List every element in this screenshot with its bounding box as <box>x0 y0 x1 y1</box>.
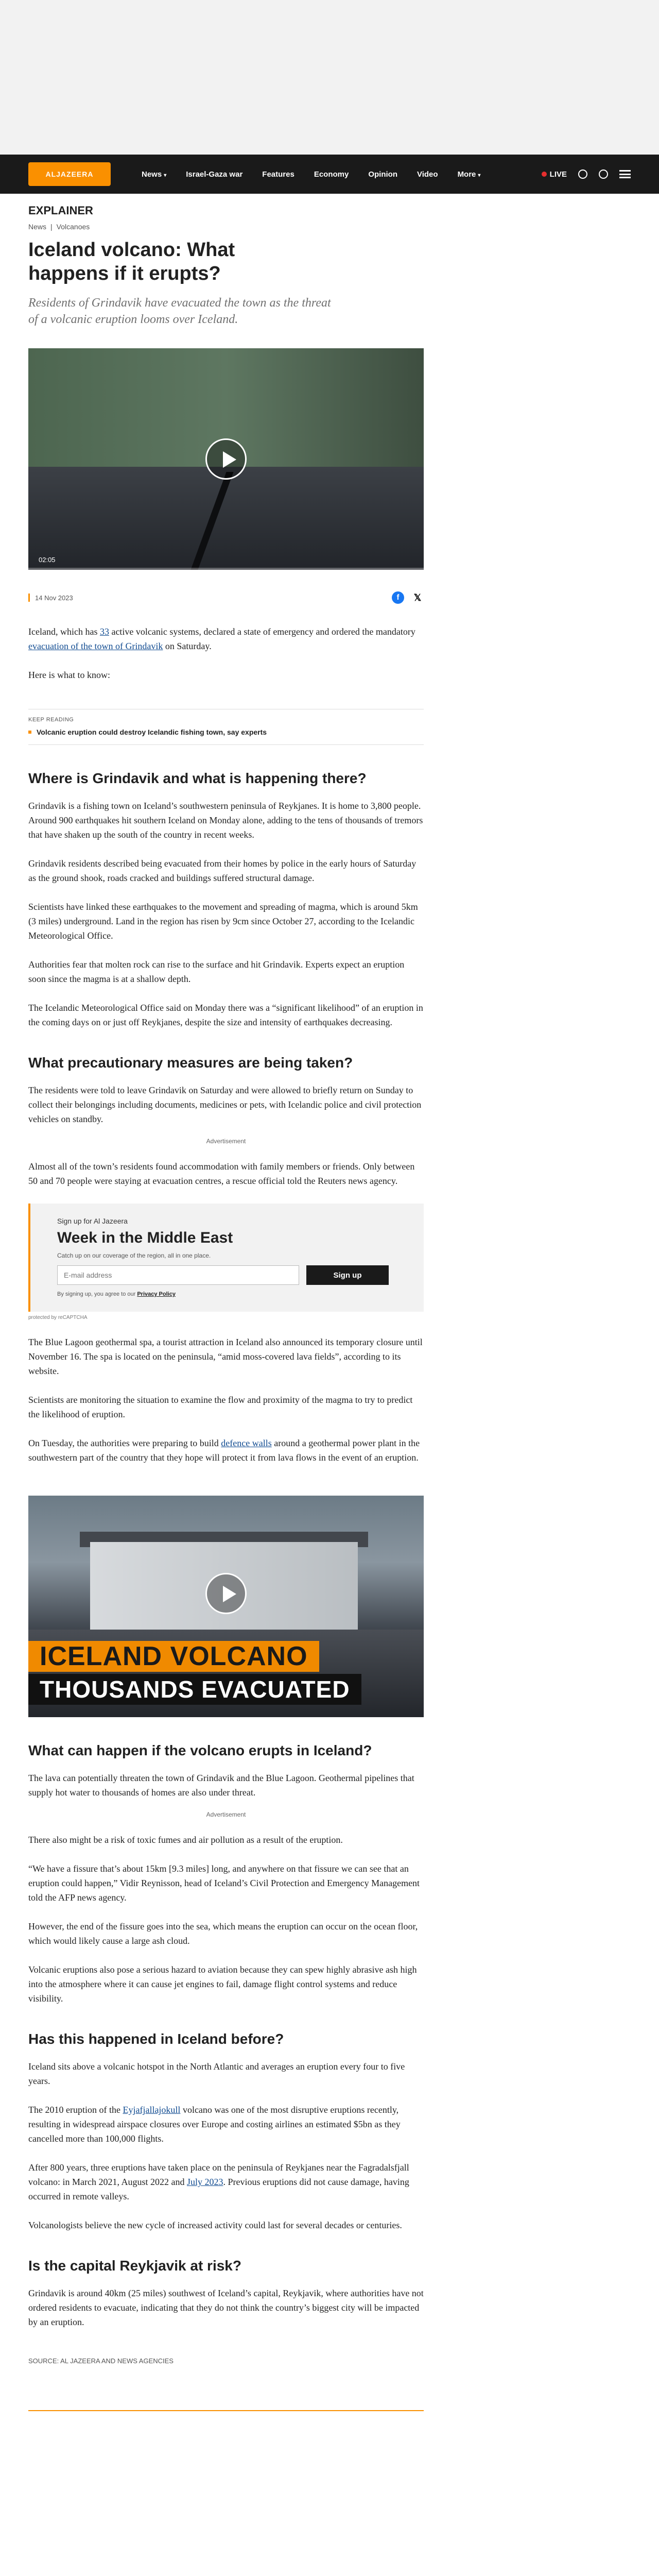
nav-video[interactable]: Video <box>417 170 438 179</box>
keep-reading <box>28 709 424 745</box>
sign-up-button[interactable]: Sign up <box>306 1265 389 1285</box>
privacy-note: By signing up, you agree to our Privacy Policy <box>57 1291 176 1297</box>
chevron-down-icon: ▾ <box>478 172 481 178</box>
advertisement-label: Advertisement <box>206 1811 246 1818</box>
paragraph: Scientists are monitoring the situation to examine the flow and proximity of the magma to try to predict the likelihood of eruption. <box>28 1395 413 1419</box>
intro-paragraph: Iceland, which has 33 active volcanic systems, declared a state of emergency and ordered the mandatory evacuation of the town of Grindavik on Saturday. <box>28 626 415 651</box>
article-body <box>28 624 424 2411</box>
paragraph: Iceland sits above a volcanic hotspot in the North Atlantic and averages an eruption every four to five years. <box>28 2061 405 2086</box>
video-banner-subtitle: THOUSANDS EVACUATED <box>28 1674 361 1705</box>
link-eyjafjallajokull[interactable]: Eyjafjallajokull <box>123 2105 181 2115</box>
video-banner-title: ICELAND VOLCANO <box>28 1641 319 1672</box>
chevron-down-icon: ▾ <box>164 172 167 178</box>
newsletter-description: Catch up on our coverage of the region, all in one place. <box>57 1252 211 1259</box>
aljazeera-logo[interactable]: ALJAZEERA <box>28 162 111 186</box>
nav-economy[interactable]: Economy <box>314 170 349 179</box>
video-duration: 02:05 <box>39 556 56 564</box>
paragraph: Grindavik is around 40km (25 miles) southwest of Iceland’s capital, Reykjavik, where authorities have not ordered residents to evacuate, indicating that they do not think the country’s biggest city will be impacted by an eruption. <box>28 2288 424 2327</box>
heading-where: Where is Grindavik and what is happening there? <box>28 770 367 786</box>
paragraph: Scientists have linked these earthquakes to the movement and spreading of magma, which is around 5km (3 miles) underground. Land in the region has risen by 9cm since October 27, according to the Icelandic Meteorological Office. <box>28 902 418 941</box>
x-twitter-icon[interactable]: 𝕏 <box>413 592 422 603</box>
nav-features[interactable]: Features <box>262 170 294 179</box>
facebook-icon[interactable]: f <box>392 591 404 604</box>
user-icon[interactable] <box>578 170 587 179</box>
nav-israel-gaza[interactable]: Israel-Gaza war <box>186 170 243 179</box>
article-eyebrow: EXPLAINER <box>28 204 93 217</box>
paragraph: The lava can potentially threaten the town of Grindavik and the Blue Lagoon. Geothermal pipelines that supply hot water to thousands of homes are also under threat. <box>28 1773 414 1798</box>
paragraph: Authorities fear that molten rock can rise to the surface and hit Grindavik. Experts expect an eruption soon since the magma is at a shallow depth. <box>28 959 405 984</box>
keep-reading-link[interactable]: Volcanic eruption could destroy Icelandic fishing town, say experts <box>28 728 424 736</box>
link-33-systems[interactable]: 33 <box>99 626 109 637</box>
standfirst: Residents of Grindavik have evacuated the town as the threat of a volcanic eruption looms over Iceland. <box>28 296 331 326</box>
breadcrumb-separator: | <box>50 223 53 231</box>
paragraph: The 2010 eruption of the Eyjafjallajokull volcano was one of the most disruptive eruptions recently, resulting in widespread airspace closures over Europe and costing airlines an estimated $5bn as they cancelled more than 100,000 flights. <box>28 2105 401 2144</box>
live-dot-icon <box>542 172 547 177</box>
newsletter-form <box>57 1265 407 1285</box>
breadcrumb-news[interactable]: News <box>28 223 47 231</box>
play-icon[interactable] <box>205 438 247 480</box>
article <box>28 194 424 2411</box>
breadcrumb <box>28 223 424 231</box>
email-field[interactable] <box>57 1265 299 1285</box>
nav-more[interactable]: More ▾ <box>457 170 481 179</box>
paragraph: However, the end of the fissure goes into the sea, which means the eruption can occur on the ocean floor, which would likely cause a large ash cloud. <box>28 1921 418 1946</box>
top-ad-space <box>0 0 659 155</box>
paragraph: There also might be a risk of toxic fumes and air pollution as a result of the eruption. <box>28 1835 343 1845</box>
paragraph: After 800 years, three eruptions have taken place on the peninsula of Reykjanes near the Fagradalsfjall volcano: in March 2021, August 2022 and July 2023. Previous eruptions did not cause damage, having occurred in remote valleys. <box>28 2162 409 2201</box>
recaptcha-note: protected by reCAPTCHA <box>28 1315 88 1320</box>
link-july-2023[interactable]: July 2023 <box>186 2177 223 2187</box>
bullet-icon <box>28 731 31 734</box>
main-navigation <box>0 155 659 194</box>
search-icon[interactable] <box>599 170 608 179</box>
newsletter-signup <box>28 1204 424 1312</box>
published-date: 14 Nov 2023 <box>35 594 73 602</box>
link-defence-walls[interactable]: defence walls <box>221 1438 272 1448</box>
know-paragraph: Here is what to know: <box>28 670 110 680</box>
heading-before: Has this happened in Iceland before? <box>28 2031 284 2047</box>
date-accent <box>28 594 30 602</box>
heading-capital: Is the capital Reykjavik at risk? <box>28 2258 241 2274</box>
article-meta <box>28 591 424 604</box>
paragraph: Grindavik is a fishing town on Iceland’s southwestern peninsula of Reykjanes. It is home to 3,800 people. Around 900 earthquakes hit southern Iceland on Monday alone, adding to the tens of thousands of tremors that have shaken up the south of the country in recent weeks. <box>28 801 423 840</box>
menu-icon[interactable] <box>619 170 631 178</box>
newsletter-title: Week in the Middle East <box>57 1229 233 1246</box>
live-button[interactable]: LIVE <box>542 170 567 179</box>
paragraph: Volcanologists believe the new cycle of increased activity could last for several decades or centuries. <box>28 2220 402 2230</box>
paragraph: Almost all of the town’s residents found accommodation with family members or friends. Only between 50 and 70 people were staying at evacuation centres, a rescue official told the Reuters news agency. <box>28 1161 415 1186</box>
heading-measures: What precautionary measures are being taken? <box>28 1055 353 1071</box>
share-buttons <box>392 591 424 604</box>
source-divider <box>28 2410 424 2411</box>
advertisement-label: Advertisement <box>206 1138 246 1145</box>
breadcrumb-volcanoes[interactable]: Volcanoes <box>56 223 90 231</box>
embedded-video[interactable] <box>28 1496 424 1717</box>
newsletter-kicker: Sign up for Al Jazeera <box>57 1217 128 1225</box>
paragraph: The Icelandic Meteorological Office said on Monday there was a “significant likelihood” of an eruption in the coming days on or just off Reykjanes, despite the size and intensity of earthquakes decreasing. <box>28 1003 423 1027</box>
play-icon[interactable] <box>205 1573 247 1614</box>
nav-news[interactable]: News ▾ <box>142 170 167 179</box>
keep-reading-label: KEEP READING <box>28 717 74 723</box>
paragraph: The Blue Lagoon geothermal spa, a tourist attraction in Iceland also announced its temporary closure until November 16. The spa is located on the peninsula, “amid moss-covered lava fields”, according to its website. <box>28 1337 423 1376</box>
paragraph: On Tuesday, the authorities were preparing to build defence walls around a geothermal power plant in the southwestern part of the country that they hope will protect it from lava flows in the event of an eruption. <box>28 1438 420 1463</box>
privacy-policy-link[interactable]: Privacy Policy <box>137 1291 176 1297</box>
paragraph: Grindavik residents described being evacuated from their homes by police in the early hours of Saturday as the ground shook, roads cracked and buildings suffered structural damage. <box>28 858 417 883</box>
article-source: SOURCE: AL JAZEERA AND NEWS AGENCIES <box>28 2357 174 2365</box>
heading-happen: What can happen if the volcano erupts in Iceland? <box>28 1742 372 1758</box>
paragraph: Volcanic eruptions also pose a serious hazard to aviation because they can spew highly abrasive ash high into the atmosphere where it can cause jet engines to fail, damage flight control systems and reduce visibility. <box>28 1964 417 2004</box>
video-progress-bar[interactable] <box>28 568 424 570</box>
nav-opinion[interactable]: Opinion <box>368 170 397 179</box>
link-evacuation[interactable]: evacuation of the town of Grindavik <box>28 641 163 651</box>
page-title: Iceland volcano: What happens if it erupts? <box>28 239 235 284</box>
paragraph: “We have a fissure that’s about 15km [9.3 miles] long, and anywhere on that fissure we can see that an eruption could happen,” Vidir Reynisson, head of Iceland’s Civil Protection and Emergency Management told the AFP news agency. <box>28 1863 420 1903</box>
hero-video[interactable] <box>28 348 424 570</box>
paragraph: The residents were told to leave Grindavik on Saturday and were allowed to briefly return on Sunday to collect their belongings including documents, medicines or pets, with Icelandic police and civil protection vehicles on standby. <box>28 1085 422 1124</box>
